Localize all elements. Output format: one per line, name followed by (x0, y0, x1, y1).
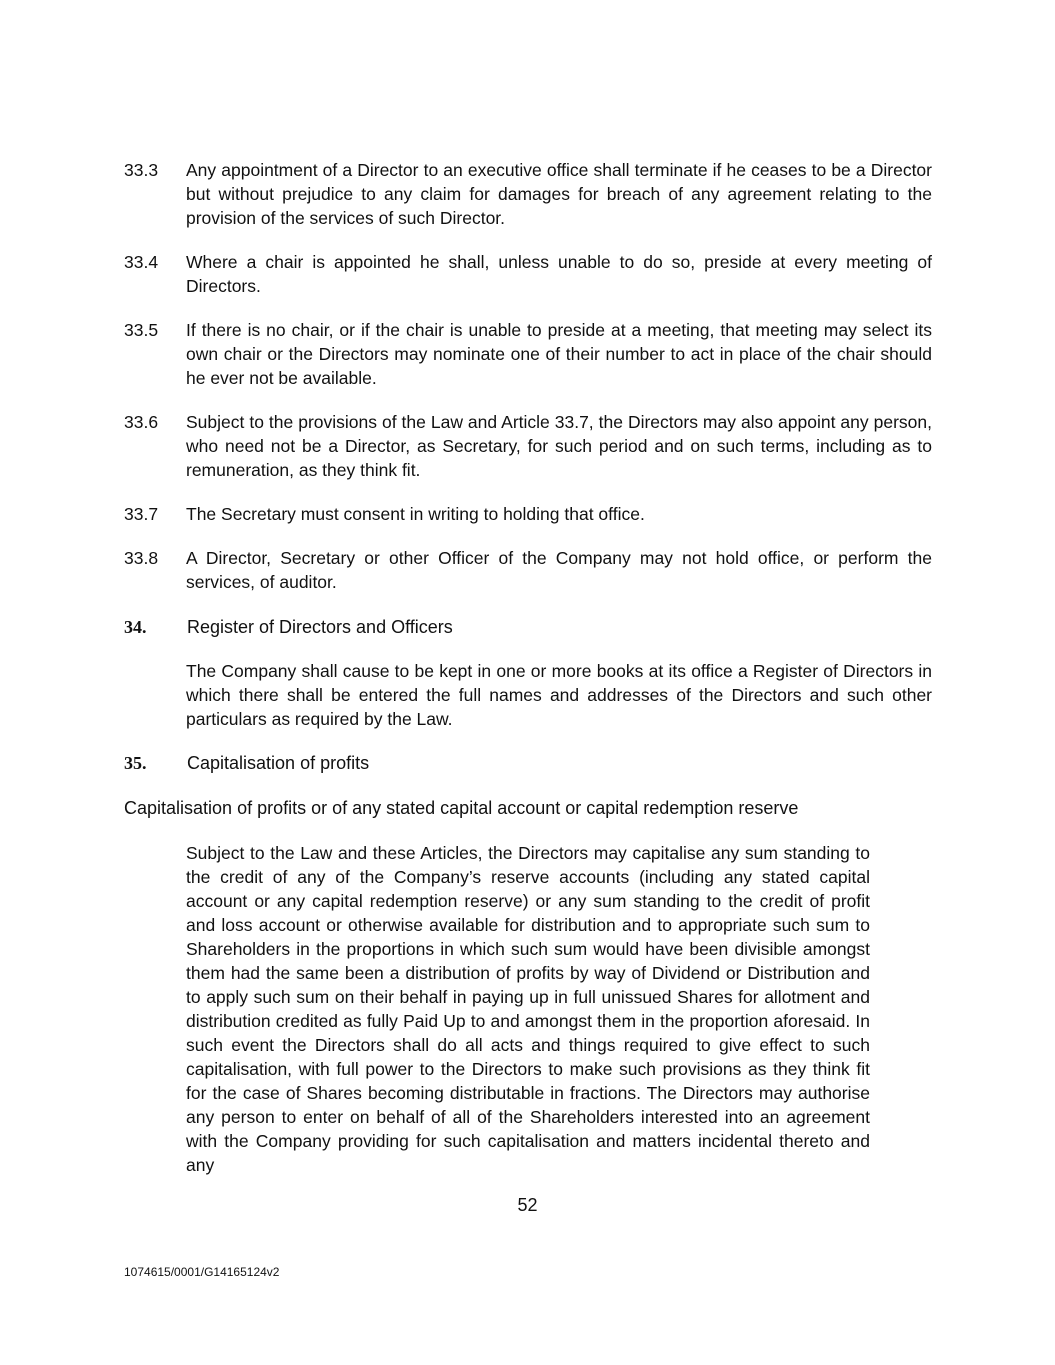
clause-number: 33.3 (124, 160, 159, 180)
clause-text: The Secretary must consent in writing to holding that office. (186, 504, 645, 524)
clause-33-4 (124, 250, 932, 298)
document-reference: 1074615/0001/G14165124v2 (124, 1265, 280, 1279)
clause-number: 33.7 (124, 504, 159, 524)
clause-number: 33.8 (124, 548, 159, 568)
clause-33-5 (124, 318, 932, 390)
section-title: Register of Directors and Officers (187, 617, 453, 637)
clause-33-6 (124, 410, 932, 482)
clause-text: Where a chair is appointed he shall, unless unable to do so, preside at every meeting of Directors. (186, 252, 932, 296)
clause-number: 33.6 (124, 412, 159, 432)
clause-text: Subject to the provisions of the Law and Article 33.7, the Directors may also appoint any person, who need not be a Director, as Secretary, for such period and on such terms, including as to remuneration, as they think fit. (186, 412, 932, 480)
section-34-heading (124, 615, 453, 639)
page-number: 52 (517, 1195, 538, 1215)
section-35-body: Subject to the Law and these Articles, the Directors may capitalise any sum standing to the credit of any of the Company’s reserve accounts (including any stated capital account or any capital redemption reserve) or any sum standing to the credit of profit and loss account or otherwise available for distribution and to appropriate such sum to Shareholders in the proportions in which such sum would have been divisible amongst them had the same been a distribution of profits by way of Dividend or Distribution and to apply such sum on their behalf in paying up in full unissued Shares for allotment and distribution credited as fully Paid Up to and amongst them in the proportion aforesaid. In such event the Directors shall do all acts and things required to give effect to such capitalisation, with full power to the Directors to make such provisions as they think fit for the case of Shares becoming distributable in fractions. The Directors may authorise any person to enter on behalf of all of the Shareholders interested into an agreement with the Company providing for such capitalisation and matters incidental thereto and any (186, 843, 870, 1175)
clause-number: 33.5 (124, 320, 159, 340)
section-number: 35. (124, 753, 147, 773)
section-35-subheading: Capitalisation of profits or of any stated capital account or capital redemption reserve (124, 798, 799, 818)
section-number: 34. (124, 617, 147, 637)
clause-33-7 (124, 502, 932, 526)
clause-33-8 (124, 546, 932, 594)
clause-text: If there is no chair, or if the chair is unable to preside at a meeting, that meeting may select its own chair or the Directors may nominate one of their number to act in place of the chair should he ever not be available. (186, 320, 932, 388)
section-34-body: The Company shall cause to be kept in one or more books at its office a Register of Directors in which there shall be entered the full names and addresses of the Directors and such other particulars as required by the Law. (186, 661, 932, 729)
section-35-heading (124, 751, 369, 775)
section-title: Capitalisation of profits (187, 753, 370, 773)
clause-text: A Director, Secretary or other Officer of the Company may not hold office, or perform the services, of auditor. (186, 548, 932, 592)
clause-33-3 (124, 158, 932, 230)
clause-text: Any appointment of a Director to an executive office shall terminate if he ceases to be a Director but without prejudice to any claim for damages for breach of any agreement relating to the provision of the services of such Director. (186, 160, 932, 228)
clause-number: 33.4 (124, 252, 159, 272)
